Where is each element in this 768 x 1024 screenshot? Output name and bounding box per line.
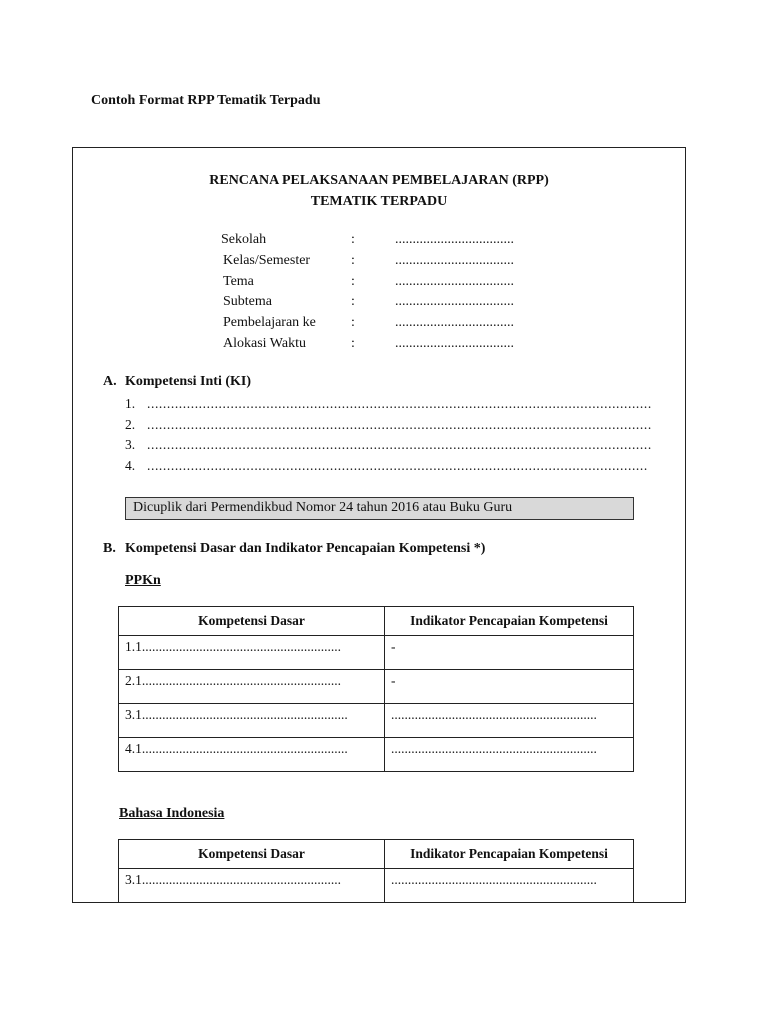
kd-table-ppkn bbox=[118, 606, 634, 772]
ki-list bbox=[125, 394, 652, 476]
section-a-letter: A. bbox=[103, 374, 117, 389]
table-row bbox=[119, 704, 634, 738]
identity-row-kelas-semester bbox=[221, 251, 535, 272]
list-item bbox=[125, 435, 652, 456]
title-line-1: RENCANA PELAKSANAAN PEMBELAJARAN (RPP) bbox=[209, 173, 549, 188]
identity-value: .................................. bbox=[395, 273, 514, 289]
identity-colon: : bbox=[351, 232, 355, 247]
document-title bbox=[73, 170, 685, 212]
table-cell-ipk: ............................................................. bbox=[385, 704, 634, 738]
identity-colon: : bbox=[351, 273, 355, 289]
column-header-indikator: Indikator Pencapaian Kompetensi bbox=[385, 840, 634, 869]
identity-value: .................................. bbox=[395, 294, 514, 310]
identity-value: .................................. bbox=[395, 315, 514, 331]
subject-heading-ppkn: PPKn bbox=[125, 573, 161, 588]
column-header-kompetensi-dasar: Kompetensi Dasar bbox=[119, 840, 385, 869]
section-b-letter: B. bbox=[103, 541, 116, 556]
identity-block bbox=[221, 230, 535, 355]
table-cell-kd: 4.1............................................................. bbox=[119, 738, 385, 772]
ki-text: ............................................................................................................................... bbox=[147, 416, 652, 432]
table-row bbox=[119, 670, 634, 704]
ki-number: 3. bbox=[125, 437, 136, 453]
subject-heading-bahasa-indonesia: Bahasa Indonesia bbox=[119, 806, 225, 821]
ki-text: ............................................................................................................................... bbox=[147, 396, 652, 411]
column-header-indikator: Indikator Pencapaian Kompetensi bbox=[385, 607, 634, 636]
title-line-2: TEMATIK TERPADU bbox=[310, 194, 448, 209]
source-note-box: Dicuplik dari Permendikbud Nomor 24 tahun 2016 atau Buku Guru bbox=[125, 497, 634, 520]
identity-colon: : bbox=[351, 335, 355, 351]
table-cell-kd: 2.1........................................................... bbox=[119, 670, 385, 704]
ki-text: ............................................................................................................................... bbox=[147, 437, 652, 453]
table-row bbox=[119, 738, 634, 772]
table-header-row bbox=[119, 840, 634, 869]
identity-value: .................................. bbox=[395, 232, 514, 247]
identity-row-pembelajaran-ke bbox=[221, 313, 535, 334]
rpp-form-frame bbox=[72, 147, 686, 903]
table-cell-ipk: ............................................................. bbox=[385, 869, 634, 903]
table-cell-kd: 3.1........................................................... bbox=[119, 869, 385, 903]
page-heading: Contoh Format RPP Tematik Terpadu bbox=[91, 93, 321, 108]
identity-row-subtema bbox=[221, 292, 535, 313]
section-a-title: Kompetensi Inti (KI) bbox=[125, 374, 251, 389]
identity-label: Kelas/Semester bbox=[223, 252, 311, 268]
table-cell-ipk: - bbox=[385, 636, 634, 670]
section-b-title: Kompetensi Dasar dan Indikator Pencapaian Kompetensi *) bbox=[125, 541, 486, 556]
table-header-row bbox=[119, 607, 634, 636]
identity-label: Pembelajaran ke bbox=[223, 315, 316, 331]
section-a-heading bbox=[103, 374, 251, 390]
identity-label: Subtema bbox=[223, 294, 272, 310]
identity-label: Alokasi Waktu bbox=[223, 335, 306, 351]
identity-value: .................................. bbox=[395, 335, 514, 351]
list-item bbox=[125, 394, 652, 415]
table-cell-ipk: - bbox=[385, 670, 634, 704]
column-header-kompetensi-dasar: Kompetensi Dasar bbox=[119, 607, 385, 636]
list-item bbox=[125, 456, 652, 477]
identity-label: Sekolah bbox=[221, 232, 267, 247]
kd-table-bahasa-indonesia bbox=[118, 839, 634, 903]
identity-row-alokasi-waktu bbox=[221, 334, 535, 355]
identity-label: Tema bbox=[223, 273, 254, 289]
ki-number: 4. bbox=[125, 457, 136, 473]
section-b-heading bbox=[103, 541, 485, 557]
table-cell-kd: 1.1........................................................... bbox=[119, 636, 385, 670]
identity-row-sekolah bbox=[221, 230, 535, 251]
ki-number: 1. bbox=[125, 396, 136, 411]
ki-text: .............................................................................................................................. bbox=[147, 457, 648, 473]
table-row bbox=[119, 869, 634, 903]
ki-number: 2. bbox=[125, 416, 136, 432]
identity-colon: : bbox=[351, 315, 355, 331]
table-row bbox=[119, 636, 634, 670]
table-cell-kd: 3.1............................................................. bbox=[119, 704, 385, 738]
identity-row-tema bbox=[221, 272, 535, 293]
identity-colon: : bbox=[351, 294, 355, 310]
table-cell-ipk: ............................................................. bbox=[385, 738, 634, 772]
identity-value: .................................. bbox=[395, 252, 514, 268]
list-item bbox=[125, 415, 652, 436]
identity-colon: : bbox=[351, 252, 355, 268]
